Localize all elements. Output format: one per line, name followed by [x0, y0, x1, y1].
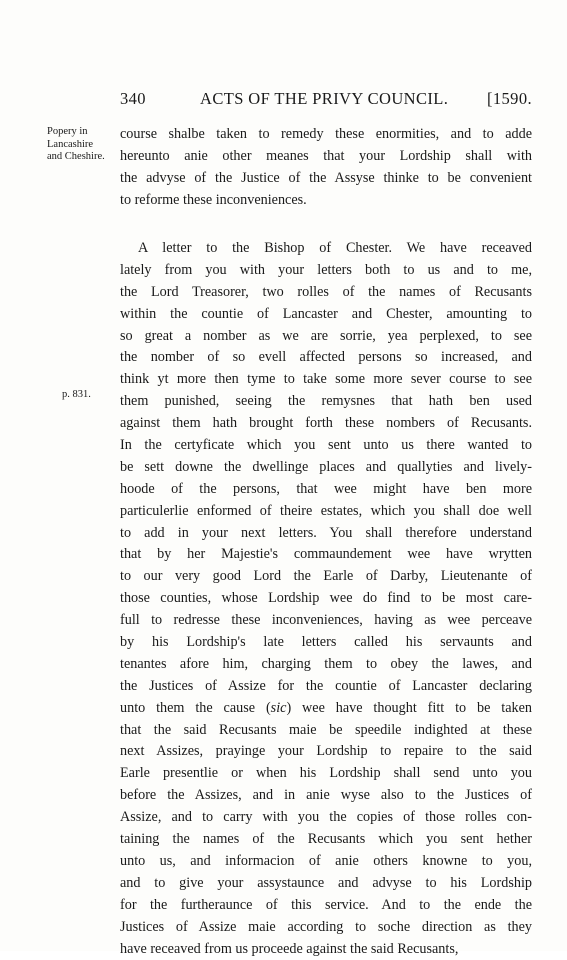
margin-note-line: Lancashire	[47, 139, 119, 152]
text-line: full to redresse these inconveniences, having as wee perceave	[120, 610, 532, 632]
text-line: Assize, and to carry with you the copies of those rolles con-	[120, 807, 532, 829]
text-line: hoode of the persons, that wee might have ben more	[120, 479, 532, 501]
text-line: the Lord Treasorer, two rolles of the names of Recusants	[120, 282, 532, 304]
running-year: [1590.	[487, 89, 532, 109]
text-line: particulerlie enformed of theire estates, which you shall doe well	[120, 501, 532, 523]
running-title: ACTS OF THE PRIVY COUNCIL.	[200, 89, 448, 109]
text-line: the Justices of Assize for the countie of Lancaster declaring	[120, 676, 532, 698]
text-line: the nomber of so evell affected persons so increased, and	[120, 347, 532, 369]
text-line: and to give your assystaunce and advyse to his Lordship	[120, 873, 532, 895]
text-line: that the said Recusants maie be speedile indighted at these	[120, 720, 532, 742]
text-line: for the furtheraunce of this service. And to the ende the	[120, 895, 532, 917]
text-line: course shalbe taken to remedy these enormities, and to adde	[120, 124, 532, 146]
text-line: before the Assizes, and in anie wyse also to the Justices of	[120, 785, 532, 807]
text-line: those counties, whose Lordship wee do find to be most care-	[120, 588, 532, 610]
text-line: against them hath brought forth these nombers of Recusants.	[120, 413, 532, 435]
page-number: 340	[120, 89, 146, 109]
text-line: think yt more then tyme to take some more sever course to see	[120, 369, 532, 391]
paragraph-continuation	[120, 124, 532, 212]
text-line: A letter to the Bishop of Chester. We have receaved	[120, 238, 532, 260]
paragraph-letter-bishop-chester	[120, 238, 532, 960]
text-line: be sett downe the dwellinge places and quallyties and lively-	[120, 457, 532, 479]
text-line: unto us, and informacion of anie others knowne to you,	[120, 851, 532, 873]
text-line: next Assizes, prayinge your Lordship to repaire to the said	[120, 741, 532, 763]
running-head	[120, 89, 532, 111]
margin-note-topic	[47, 126, 119, 164]
margin-note-page-ref: p. 831.	[62, 389, 91, 402]
text-line: to reforme these inconveniences.	[120, 190, 532, 212]
text-line: hereunto anie other meanes that your Lordship shall with	[120, 146, 532, 168]
text-line: them punished, seeing the remysnes that hath ben used	[120, 391, 532, 413]
text-line: lately from you with your letters both to us and to me,	[120, 260, 532, 282]
text-line: that by her Majestie's commaundement wee have wrytten	[120, 544, 532, 566]
text-line: to add in your next letters. You shall therefore understand	[120, 523, 532, 545]
text-line: to our very good Lord the Earle of Darby, Lieutenante of	[120, 566, 532, 588]
text-line: by his Lordship's late letters called his servaunts and	[120, 632, 532, 654]
text-line: within the countie of Lancaster and Chester, amounting to	[120, 304, 532, 326]
text-line: Earle presentlie or when his Lordship shall send unto you	[120, 763, 532, 785]
text-line: taining the names of the Recusants which you sent hether	[120, 829, 532, 851]
text-line: In the certyficate which you sent unto us there wanted to	[120, 435, 532, 457]
text-line: tenantes afore him, charging them to obey the lawes, and	[120, 654, 532, 676]
text-line: have receaved from us proceede against the said Recusants,	[120, 939, 532, 960]
text-line: unto them the cause (sic) wee have thought fitt to be taken	[120, 698, 532, 720]
margin-note-line: Popery in	[47, 126, 119, 139]
text-line: so great a nomber as we are sorrie, yea perplexed, to see	[120, 326, 532, 348]
text-line: Justices of Assize maie according to soche direction as they	[120, 917, 532, 939]
margin-note-line: and Cheshire.	[47, 151, 119, 164]
text-line: the advyse of the Justice of the Assyse thinke to be convenient	[120, 168, 532, 190]
